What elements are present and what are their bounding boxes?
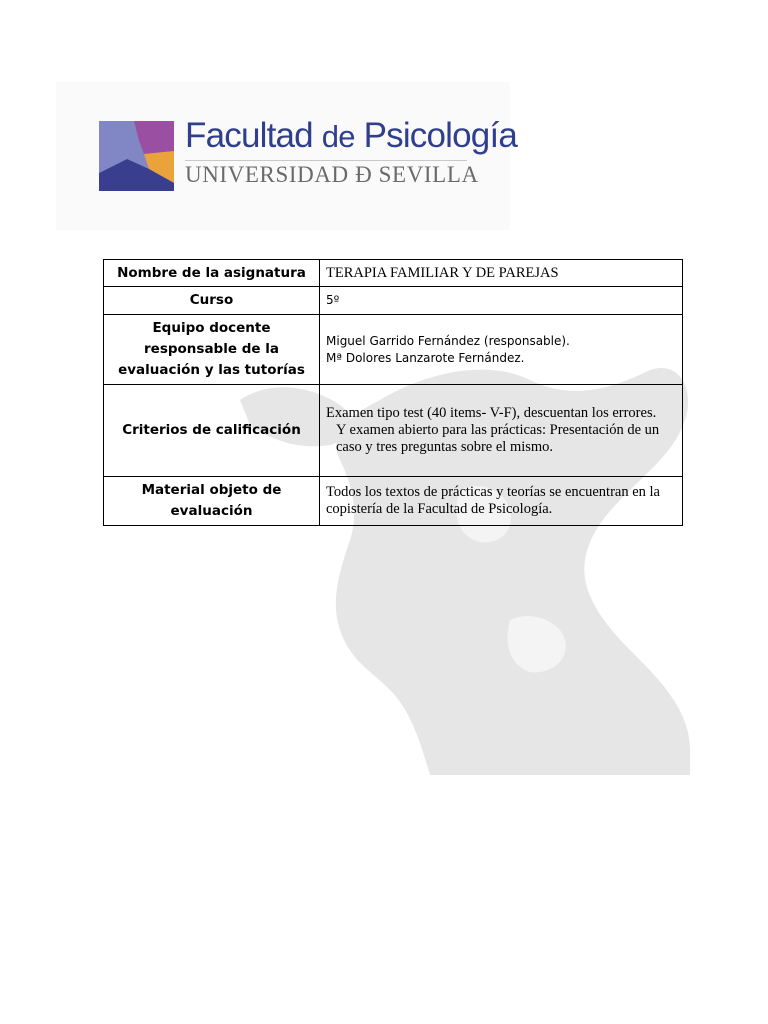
table-row [104, 260, 683, 287]
row-value [320, 385, 683, 477]
row-label: Criterios de calificación [104, 385, 320, 477]
value-line: Mª Dolores Lanzarote Fernández. [326, 350, 525, 365]
value-line: Miguel Garrido Fernández (responsable). [326, 333, 570, 348]
subject-info-table [103, 259, 683, 526]
value-line: Y examen abierto para las prácticas: Presentación de un caso y tres preguntas sobre el mismo. [336, 422, 660, 455]
table-row [104, 315, 683, 385]
row-value [320, 260, 683, 287]
row-value [320, 287, 683, 315]
table-row [104, 385, 683, 477]
logo-subtitle: UNIVERSIDAD Ɖ SEVILLA [185, 162, 479, 187]
row-label: Equipo docente responsable de la evaluación y las tutorías [104, 315, 320, 385]
logo-title-suffix: Psicología [354, 116, 518, 155]
row-value [320, 477, 683, 526]
row-label: Material objeto de evaluación [104, 477, 320, 526]
logo-title-prefix: Facultad [185, 116, 322, 155]
value-line: Examen tipo test (40 items- V-F), descuentan los errores. [326, 405, 657, 421]
logo-divider [185, 160, 467, 161]
table-row [104, 287, 683, 315]
row-label: Curso [104, 287, 320, 315]
logo-title-word: de [321, 119, 355, 154]
row-value [320, 315, 683, 385]
value-line: 5º [326, 293, 340, 307]
logo-title [185, 116, 517, 156]
table-row [104, 477, 683, 526]
value-line: TERAPIA FAMILIAR Y DE PAREJAS [326, 264, 559, 281]
row-label: Nombre de la asignatura [104, 260, 320, 287]
value-line: Todos los textos de prácticas y teorías se encuentran en la copistería de la Facultad de Psicología. [326, 484, 660, 517]
university-logo-icon [99, 121, 174, 191]
